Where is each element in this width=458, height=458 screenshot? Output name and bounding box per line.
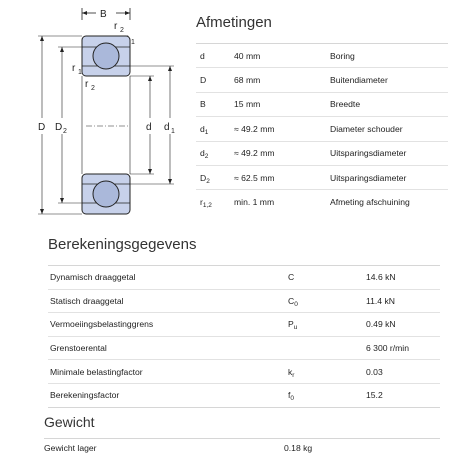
row-symbol: D <box>200 172 207 183</box>
row-symbol-sub: 0 <box>290 395 295 403</box>
row-symbol: D <box>200 75 207 86</box>
berekening-title: Berekeningsgegevens <box>48 236 197 253</box>
table-row <box>48 360 440 384</box>
row-description: Uitsparingsdiameter <box>330 172 407 183</box>
label-r1-left-sub: 1 <box>78 69 82 76</box>
row-description: Boring <box>330 50 355 61</box>
row-value: 0.03 <box>366 366 383 377</box>
table-row <box>196 142 448 166</box>
afmetingen-table <box>196 43 448 214</box>
afmetingen-section <box>196 14 448 214</box>
label-r2-top: r <box>114 21 118 32</box>
row-name: Statisch draaggetal <box>50 295 124 306</box>
row-symbol-sub: 0 <box>294 300 298 308</box>
row-value: 14.6 kN <box>366 272 396 283</box>
row-symbol: k <box>288 366 293 377</box>
label-b: B <box>100 9 107 20</box>
table-row <box>196 117 448 141</box>
table-row <box>48 266 440 290</box>
label-r1-left: r <box>72 63 76 74</box>
table-row <box>48 313 440 337</box>
label-r2-left-sub: 2 <box>91 85 95 92</box>
table-row <box>196 166 448 190</box>
row-symbol: d <box>200 148 205 159</box>
top-ring-section <box>82 36 130 76</box>
gewicht-title: Gewicht <box>44 414 95 430</box>
label-r2-top-sub: 2 <box>120 27 124 34</box>
row-value: ≈ 49.2 mm <box>234 123 275 134</box>
row-description: Uitsparingsdiameter <box>330 148 407 159</box>
row-value: 15 mm <box>234 99 261 110</box>
table-row <box>48 337 440 361</box>
label-d1: d <box>164 122 170 133</box>
row-symbol-sub: r <box>292 371 295 379</box>
row-symbol-sub: 2 <box>206 177 210 185</box>
table-row <box>48 290 440 314</box>
row-description: Breedte <box>330 99 361 110</box>
row-symbol: C <box>288 295 295 306</box>
row-value: min. 1 mm <box>234 197 275 208</box>
row-symbol: f <box>288 390 291 401</box>
row-name: Berekeningsfactor <box>50 390 120 401</box>
bearing-cross-section-svg <box>28 0 188 228</box>
row-value: 15.2 <box>366 390 383 401</box>
label-r2-left: r <box>85 79 89 90</box>
row-value: 0.49 kN <box>366 319 396 330</box>
afmetingen-title: Afmetingen <box>196 14 272 31</box>
row-symbol: C <box>288 272 295 283</box>
row-description: Buitendiameter <box>330 75 388 86</box>
row-value: 6 300 r/min <box>366 343 409 354</box>
row-value: 11.4 kN <box>366 295 395 306</box>
label-d: d <box>146 122 152 133</box>
table-row <box>196 44 448 68</box>
row-value: 68 mm <box>234 75 261 86</box>
row-name: Dynamisch draaggetal <box>50 272 136 283</box>
row-symbol: B <box>200 99 206 110</box>
berekening-section <box>48 236 440 408</box>
table-row <box>196 190 448 213</box>
row-value: ≈ 62.5 mm <box>234 172 275 183</box>
row-name: Vermoeiingsbelastinggrens <box>50 319 154 330</box>
label-d1-sub: 1 <box>171 128 175 135</box>
row-name: Minimale belastingfactor <box>50 366 143 377</box>
row-symbol: d <box>200 50 205 61</box>
table-row <box>44 438 440 453</box>
gewicht-label: Gewicht lager <box>44 443 97 453</box>
row-symbol: r <box>200 197 203 208</box>
row-symbol-sub: 1 <box>204 128 209 136</box>
row-value: ≈ 49.2 mm <box>234 148 275 159</box>
row-symbol-sub: 2 <box>204 153 209 161</box>
row-value: 40 mm <box>234 50 261 61</box>
table-row <box>196 68 448 92</box>
row-symbol: P <box>288 319 294 330</box>
row-symbol-sub: u <box>293 324 298 332</box>
row-description: Diameter schouder <box>330 123 403 134</box>
bottom-ring-section <box>82 174 130 214</box>
berekening-table <box>48 265 440 408</box>
table-row <box>48 384 440 408</box>
label-r1-top-sub: 1 <box>131 39 135 46</box>
row-name: Grenstoerental <box>50 343 107 354</box>
label-D2: D <box>55 122 63 133</box>
row-description: Afmeting afschuining <box>330 197 410 208</box>
gewicht-section <box>44 414 440 453</box>
row-symbol-sub: 1,2 <box>202 202 212 210</box>
table-row <box>196 93 448 117</box>
bearing-diagram <box>28 0 188 228</box>
label-D: D <box>38 122 46 133</box>
label-D2-sub: 2 <box>63 128 67 135</box>
row-symbol: d <box>200 123 205 134</box>
gewicht-value: 0.18 kg <box>284 443 313 453</box>
